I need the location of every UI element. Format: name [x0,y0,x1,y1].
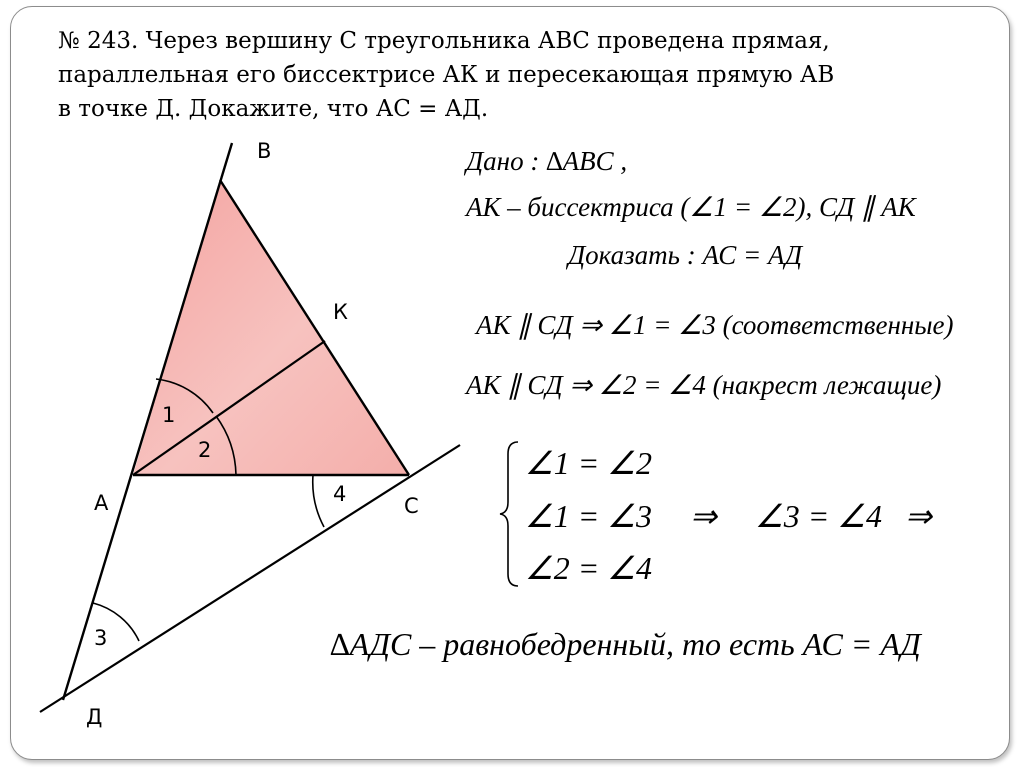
step-corresponding-angles: АК ∥ СД ⇒ ∠1 = ∠3 (соответственные) [476,310,954,340]
angle-label-2: 2 [198,438,212,462]
prove-statement: Доказать : АС = АД [568,240,803,270]
problem-line-3: в точке Д. Докажите, что АС = АД. [58,96,489,122]
line-cd [40,445,460,712]
angle-label-1: 1 [162,403,176,427]
step-alternate-angles: АК ∥ СД ⇒ ∠2 = ∠4 (накрест лежащие) [466,370,942,400]
point-label-d: Д [86,705,103,729]
problem-line-1: № 243. Через вершину С треугольника АВС проведена прямая, [58,28,830,54]
conclusion: ∆АДС – равнобедренный, то есть АС = АД [330,626,921,662]
angle-label-3: 3 [94,626,108,650]
system-eq-2: ∠1 = ∠3 [525,498,652,534]
system-eq-3: ∠2 = ∠4 [525,550,652,586]
implies-arrow-1: ⇒ [690,498,717,534]
given-bisector: АК – биссектриса (∠1 = ∠2), СД ∥ АК [466,192,916,222]
point-label-a: А [94,491,109,515]
triangle-abc [133,180,409,475]
implies-arrow-2: ⇒ [905,498,932,534]
given-triangle: Дано : ∆ABC , [466,146,628,176]
system-eq-1: ∠1 = ∠2 [525,445,652,481]
system-brace [498,440,522,588]
point-label-b: В [257,139,272,163]
angle-arc-4 [313,475,324,527]
angle-label-4: 4 [333,482,347,506]
point-label-k: К [333,300,348,324]
point-label-c: С [404,494,419,518]
problem-line-2: параллельная его биссектрисе АК и пересекающая прямую АВ [58,62,835,88]
result-equality: ∠3 = ∠4 [755,498,882,534]
